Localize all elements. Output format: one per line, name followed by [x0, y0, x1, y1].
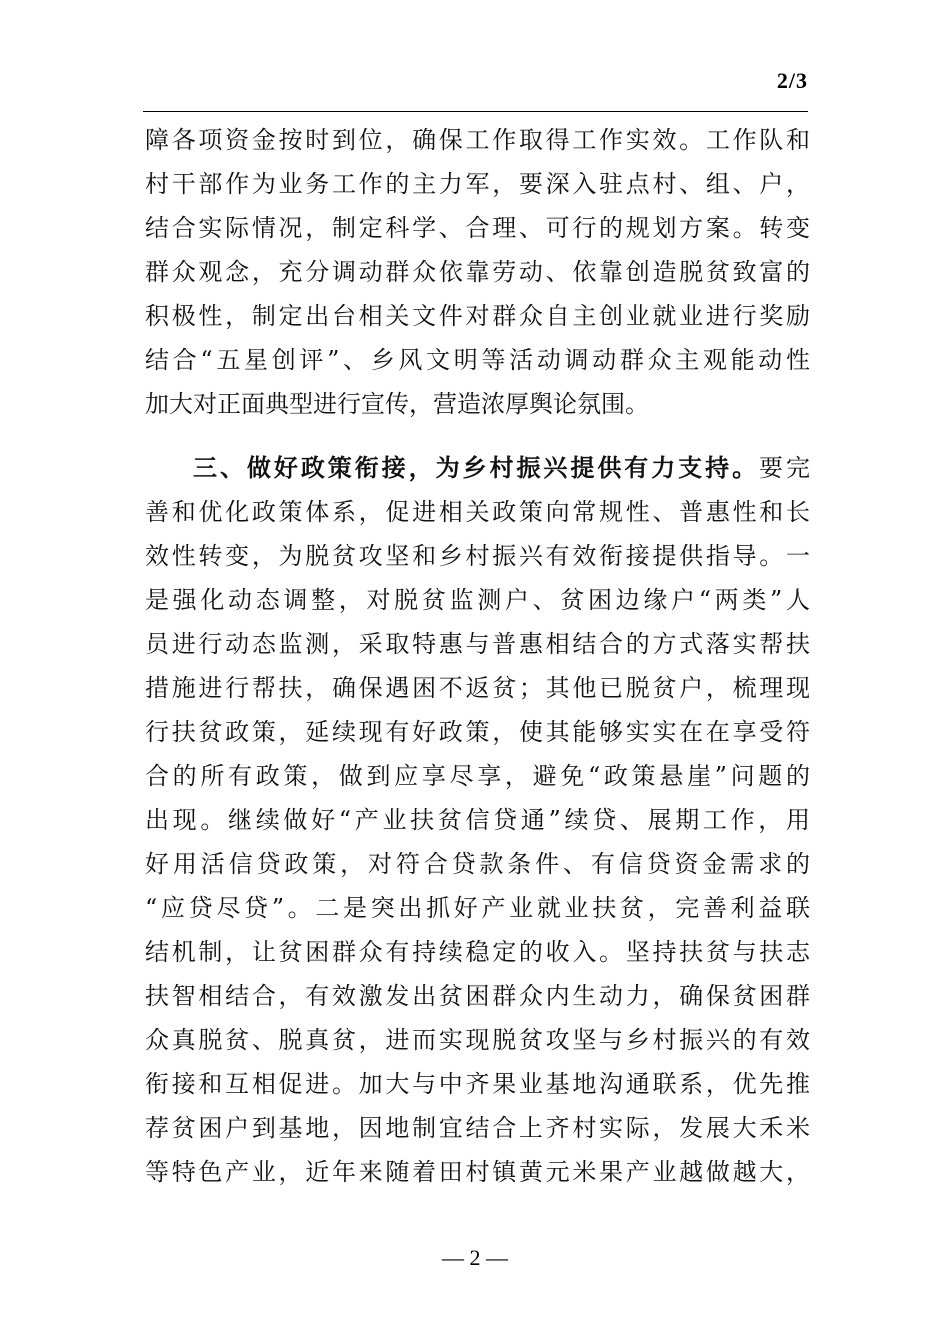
text-line: 村干部作为业务工作的主力军，要深入驻点村、组、户，: [145, 170, 810, 198]
text-line: 积极性，制定出台相关文件对群众自主创业就业进行奖励: [145, 302, 810, 330]
text-line: 好用活信贷政策，对符合贷款条件、有信贷资金需求的: [145, 850, 810, 878]
section-heading-line: [193, 446, 810, 490]
text-line: 荐贫困户到基地，因地制宜结合上齐村实际，发展大禾米: [145, 1114, 810, 1142]
text-line: 效性转变，为脱贫攻坚和乡村振兴有效衔接提供指导。一: [145, 542, 810, 570]
text-line: 障各项资金按时到位，确保工作取得工作实效。工作队和: [145, 126, 810, 154]
page-counter: 2/3: [776, 68, 808, 93]
text-line: 出现。继续做好“产业扶贫信贷通”续贷、展期工作，用: [145, 806, 810, 834]
text-line: 扶智相结合，有效激发出贫困群众内生动力，确保贫困群: [145, 982, 810, 1010]
text-line: 措施进行帮扶，确保遇困不返贫；其他已脱贫户，梳理现: [145, 674, 810, 702]
text-line: “应贷尽贷”。二是突出抓好产业就业扶贫，完善利益联: [145, 894, 810, 922]
text-line: 合的所有政策，做到应享尽享，避免“政策悬崖”问题的: [145, 762, 810, 790]
text-line: 衔接和互相促进。加大与中齐果业基地沟通联系，优先推: [145, 1070, 810, 1098]
heading-line-tail: 要完: [759, 454, 811, 482]
text-line: 行扶贫政策，延续现有好政策，使其能够实实在在享受符: [145, 718, 810, 746]
header-rule: [143, 111, 808, 112]
text-line: 结合实际情况，制定科学、合理、可行的规划方案。转变: [145, 214, 810, 242]
text-line: 员进行动态监测，采取特惠与普惠相结合的方式落实帮扶: [145, 630, 810, 658]
text-line: 是强化动态调整，对脱贫监测户、贫困边缘户“两类”人: [145, 586, 810, 614]
page-number-footer: — 2 —: [442, 1245, 508, 1270]
text-line: 结机制，让贫困群众有持续稳定的收入。坚持扶贫与扶志: [145, 938, 810, 966]
text-line: 结合“五星创评”、乡风文明等活动调动群众主观能动性: [145, 346, 810, 374]
text-line: 等特色产业，近年来随着田村镇黄元米果产业越做越大，: [145, 1158, 810, 1186]
text-line: 善和优化政策体系，促进相关政策向常规性、普惠性和长: [145, 498, 810, 526]
text-line: 众真脱贫、脱真贫，进而实现脱贫攻坚与乡村振兴的有效: [145, 1026, 810, 1054]
section-heading: 三、做好政策衔接，为乡村振兴提供有力支持。: [193, 454, 760, 482]
text-line: 加大对正面典型进行宣传，营造浓厚舆论氛围。: [145, 390, 649, 418]
text-line: 群众观念，充分调动群众依靠劳动、依靠创造脱贫致富的: [145, 258, 810, 286]
